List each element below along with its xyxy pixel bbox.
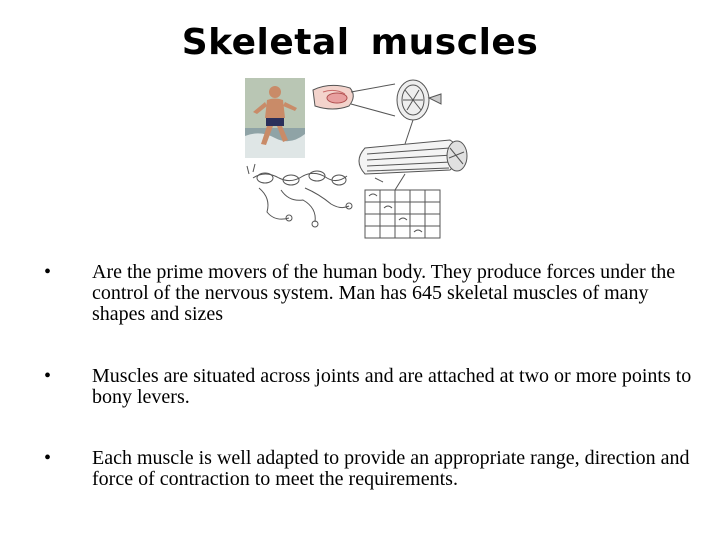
bullet-text: Muscles are situated across joints and are attached at two or more points to bony levers. [92,365,692,408]
bullet-marker: • [44,447,52,469]
bullet-text: Each muscle is well adapted to provide an appropriate range, direction and force of contraction to meet the requirements. [92,447,690,490]
bullet-text: Are the prime movers of the human body. They produce forces under the control of the nervous system. Man has 645 skeletal muscles of many shapes and sizes [92,261,676,325]
muscle-figure [245,78,475,243]
bullet-marker: • [44,365,52,387]
muscle-structure-diagram-icon [245,78,475,243]
bullet-marker: • [44,261,52,283]
slide-title: Skeletal muscles [181,22,539,63]
